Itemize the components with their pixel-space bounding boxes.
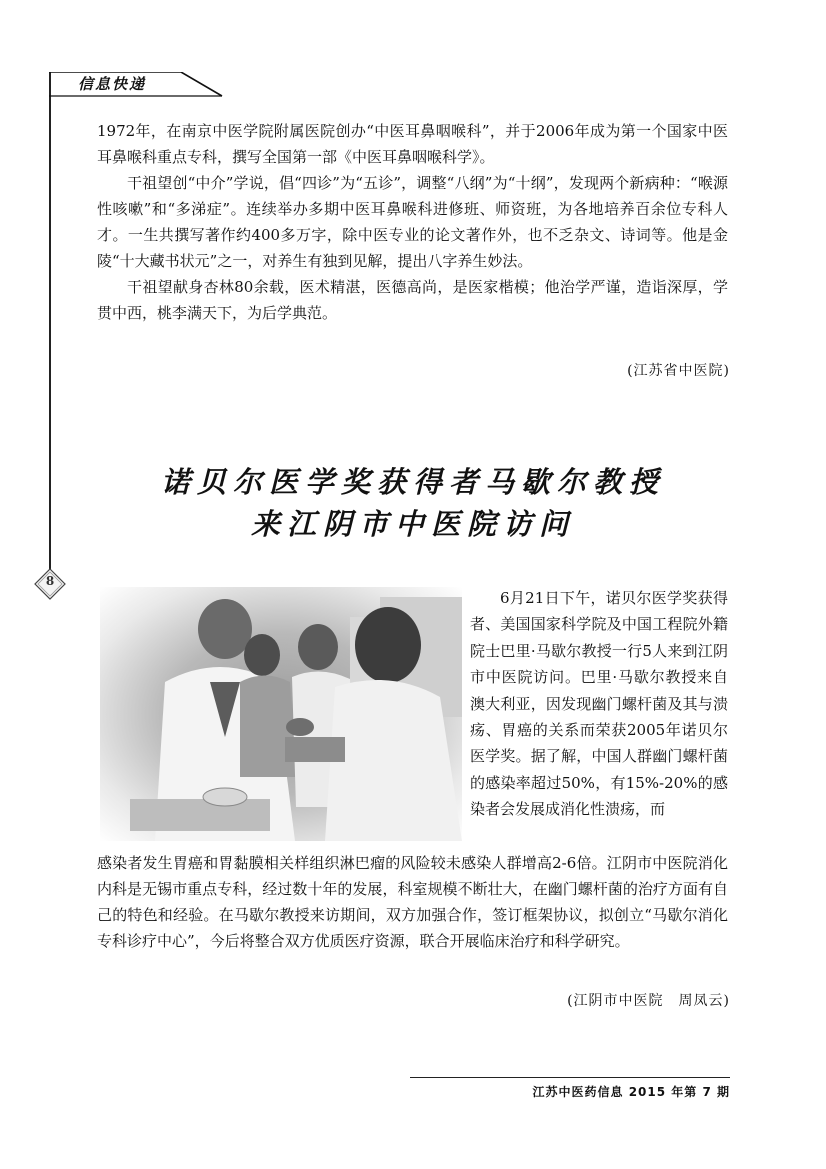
article1-paragraph: 干祖望献身杏林80余载，医术精湛，医德高尚，是医家楷模；他治学严谨，造诣深厚，学贯中西，桃李满天下，为后学典范。: [97, 278, 728, 322]
page-number: 8: [45, 574, 55, 588]
section-header-label: 信息快递: [78, 75, 147, 93]
article2-body-paragraph: 感染者发生胃癌和胃黏膜相关样组织淋巴瘤的风险较未感染人群增高2-6倍。江阴市中医院消化内科是无锡市重点专科，经过数十年的发展，科室规模不断壮大，在幽门螺杆菌的治疗方面有自己的特色和经验。在马歇尔教授来访期间，双方加强合作，签订框架协议，拟创立“马歇尔消化专科诊疗中心”，今后将整合双方优质医疗资源，联合开展临床治疗和科学研究。: [97, 854, 728, 950]
article1-paragraph: 干祖望创“中介”学说，倡“四诊”为“五诊”，调整“八纲”为“十纲”，发现两个新病种：“喉源性咳嗽”和“多涕症”。连续举办多期中医耳鼻喉科进修班、师资班，为各地培养百余位专科人才。一生共撰写著作约400多万字，除中医专业的论文著作外，也不乏杂文、诗词等。他是金陵“十大藏书状元”之一，对养生有独到见解，提出八字养生妙法。: [97, 174, 728, 270]
article2-intro: [470, 585, 728, 823]
footer-journal-info: 江苏中医药信息 2015 年第 7 期: [532, 1085, 730, 1099]
article1-body: [97, 118, 728, 326]
article2-source: (江阴市中医院 周凤云): [567, 993, 730, 1009]
footer-rule: [410, 1077, 730, 1078]
article1-source: (江苏省中医院): [627, 363, 730, 379]
visit-photo: [100, 587, 462, 841]
article2-intro-paragraph: 6月21日下午，诺贝尔医学奖获得者、美国国家科学院及中国工程院外籍院士巴里·马歇尔教授一行5人来到江阴市中医院访问。巴里·马歇尔教授来自澳大利亚，因发现幽门螺杆菌及其与溃疡、胃癌的关系而荣获2005年诺贝尔医学奖。据了解，中国人群幽门螺杆菌的感染率超过50%，有15%-20%的感染者会发展成消化性溃疡，而: [470, 589, 728, 819]
article2-title-line1: 诺贝尔医学奖获得者马歇尔教授: [160, 465, 665, 499]
article1-paragraph: 1972年，在南京中医学院附属医院创办“中医耳鼻咽喉科”，并于2006年成为第一个国家中医耳鼻喉科重点专科，撰写全国第一部《中医耳鼻咽喉科学》。: [97, 122, 728, 166]
article2-continuation: [97, 850, 728, 954]
article2-title-line2: 来江阴市中医院访问: [250, 507, 575, 541]
